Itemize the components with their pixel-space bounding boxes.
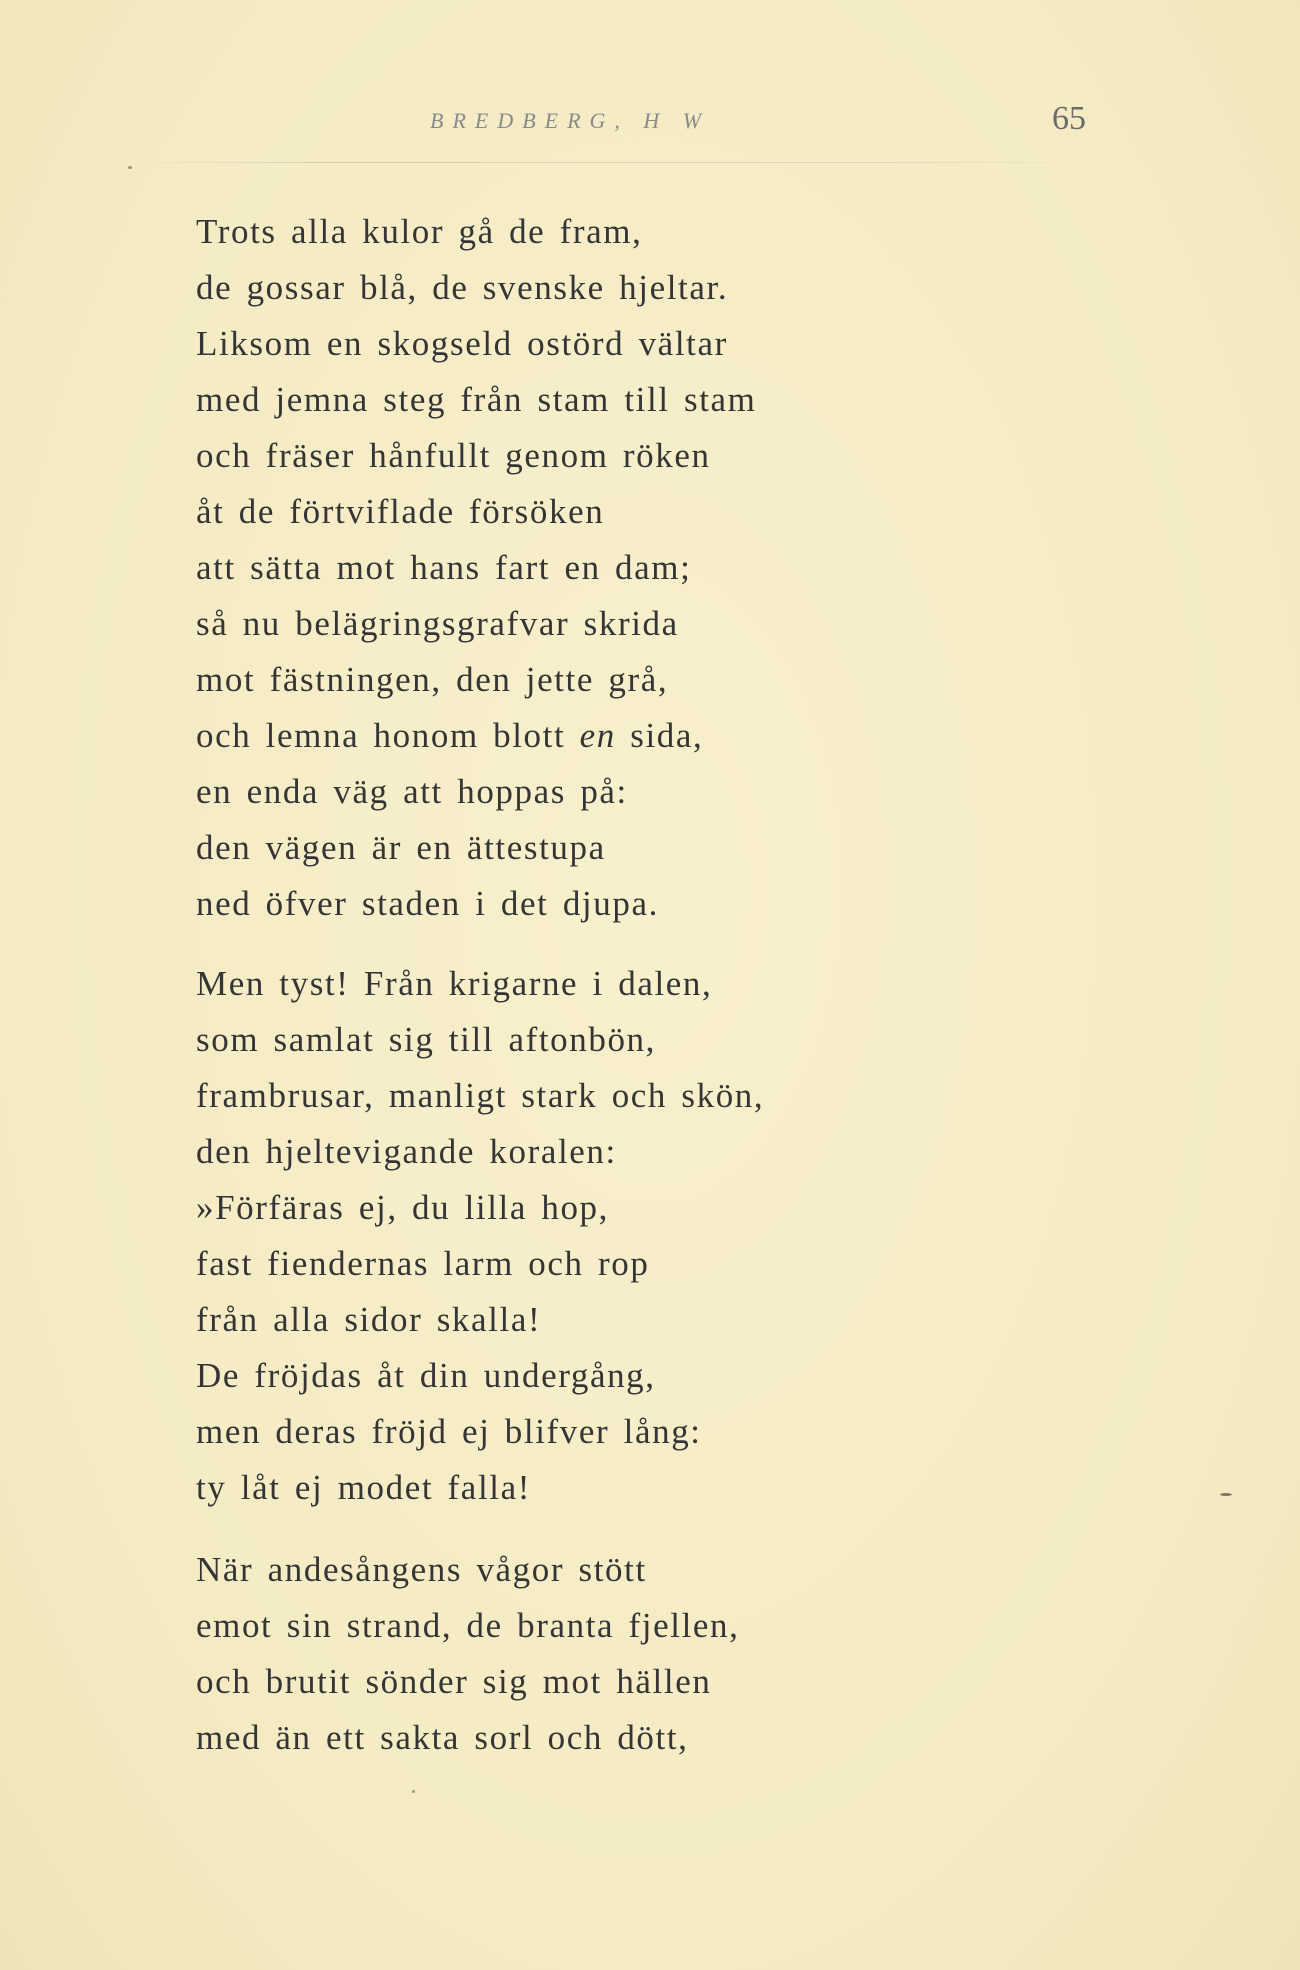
poem-line: och brutit sönder sig mot hällen	[196, 1662, 712, 1701]
poem-line: När andesångens vågor stött	[196, 1550, 647, 1589]
poem-line: den hjeltevigande koralen:	[196, 1132, 617, 1171]
poem-line: en enda väg att hoppas på:	[196, 772, 628, 811]
ink-speck	[128, 166, 132, 169]
poem-line: åt de förtviflade försöken	[196, 492, 605, 531]
poem-line: mot fästningen, den jette grå,	[196, 660, 669, 699]
poem-line: Liksom en skogseld ostörd vältar	[196, 324, 728, 363]
poem-line: att sätta mot hans fart en dam;	[196, 548, 692, 587]
ink-speck	[1220, 1493, 1232, 1496]
stanza-3	[196, 1542, 740, 1766]
poem-line: Trots alla kulor gå de fram,	[196, 212, 643, 251]
running-head: BREDBERG, H W	[430, 108, 711, 133]
line-text-before: och lemna honom blott	[196, 716, 580, 755]
poem-line: fast fiendernas larm och rop	[196, 1244, 650, 1283]
header-rule	[128, 162, 1088, 163]
poem-line: ty låt ej modet falla!	[196, 1468, 531, 1507]
poem-line: ned öfver staden i det djupa.	[196, 884, 659, 923]
poem-line: men deras fröjd ej blifver lång:	[196, 1412, 702, 1451]
poem-line: och fräser hånfullt genom röken	[196, 436, 711, 475]
emphasized-word: en	[579, 716, 616, 755]
poem-line: den vägen är en ättestupa	[196, 828, 606, 867]
poem-line: med jemna steg från stam till stam	[196, 380, 757, 419]
poem-line: frambrusar, manligt stark och skön,	[196, 1076, 765, 1115]
line-text-after: sida,	[615, 716, 704, 755]
poem-line: som samlat sig till aftonbön,	[196, 1020, 657, 1059]
stanza-1	[196, 204, 757, 932]
poem-line: så nu belägringsgrafvar skrida	[196, 604, 679, 643]
poem-line: emot sin strand, de branta fjellen,	[196, 1606, 740, 1645]
poem-line: Men tyst! Från krigarne i dalen,	[196, 964, 713, 1003]
poem-line: från alla sidor skalla!	[196, 1300, 542, 1339]
page-number: 65	[1052, 100, 1086, 137]
poem-line: med än ett sakta sorl och dött,	[196, 1718, 689, 1757]
poem-line: De fröjdas åt din undergång,	[196, 1356, 656, 1395]
poem-line: »Förfäras ej, du lilla hop,	[196, 1188, 610, 1227]
ink-speck	[412, 1790, 415, 1793]
poem-line-emphasis	[196, 708, 757, 764]
poem-line: de gossar blå, de svenske hjeltar.	[196, 268, 729, 307]
stanza-2	[196, 956, 764, 1516]
